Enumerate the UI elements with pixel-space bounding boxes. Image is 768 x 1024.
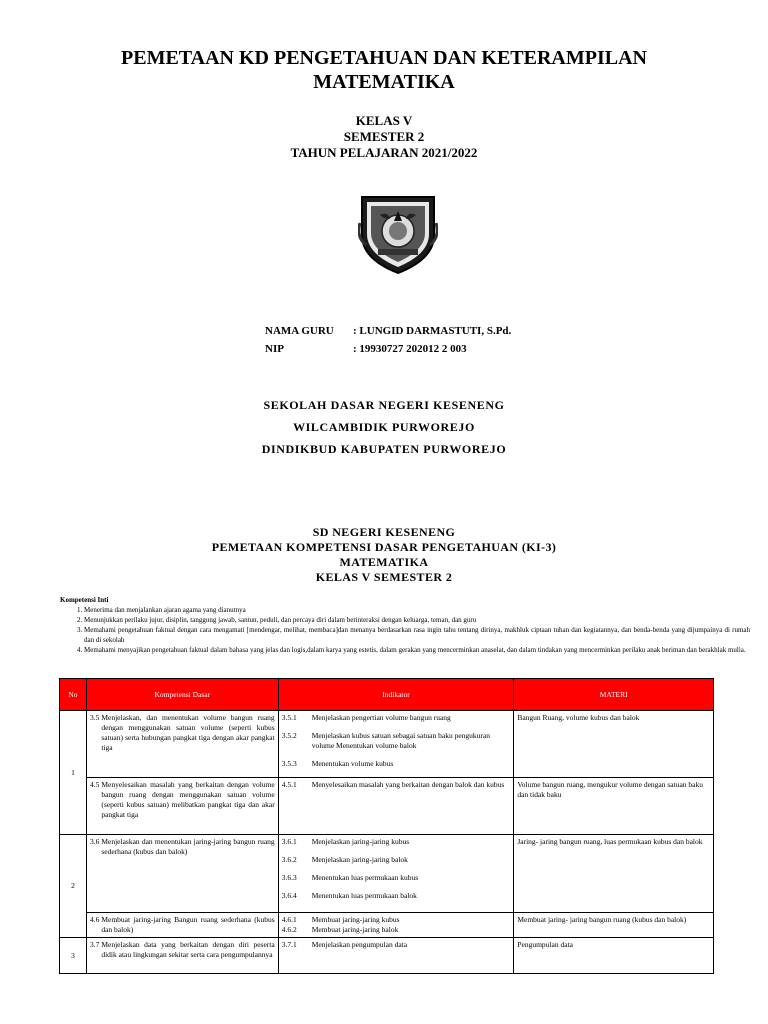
materi-cell: Bangun Ruang, volume kubus dan balok (514, 711, 714, 778)
kd-cell (86, 778, 278, 835)
school-agency: DINDIKBUD KABUPATEN PURWOREJO (261, 442, 507, 456)
kd-number: 4.6 (89, 915, 100, 924)
teacher-info (265, 322, 511, 358)
materi-cell: Pengumpulan data (514, 938, 714, 974)
kd-text: Menjelaskan, dan menentukan volume bangun ruang dengan menggunakan satuan volume (seperti kubus satuan) serta hubungan pangkat tiga dengan akar pangkat tiga (101, 713, 275, 752)
ki-heading: Kompetensi Inti (60, 596, 109, 604)
school-info (0, 394, 768, 460)
kd-cell (86, 711, 278, 778)
semester-label: SEMESTER 2 (343, 129, 425, 144)
kd-text: Menjelaskan dan menentukan jaring-jaring bangun ruang sederhana (kubus dan balok) (101, 837, 275, 856)
kd-number: 3.5 (89, 713, 100, 722)
table-row (60, 913, 714, 938)
indikator-number: 4.6.2 (281, 925, 297, 934)
col-header-kd: Kompetensi Dasar (86, 679, 278, 711)
ki-item: 1. Menerima dan menjalankan ajaran agama yang dianutnya (84, 605, 750, 615)
indikator-cell (278, 938, 514, 974)
table-row (60, 711, 714, 778)
indikator-number: 3.5.3 (281, 759, 297, 768)
indikator-number: 4.6.1 (281, 915, 297, 924)
indikator-number: 3.6.2 (281, 855, 297, 864)
indikator-number: 4.5.1 (281, 780, 297, 789)
indikator-number: 3.7.1 (281, 940, 297, 949)
indikator-text: Menjelaskan jaring-jaring balok (311, 855, 408, 864)
materi-cell: Volume bangun ruang, mengukur volume dengan satuan baku dan tidak baku (514, 778, 714, 835)
tahun-label: TAHUN PELAJARAN 2021/2022 (290, 145, 478, 160)
materi-cell: Jaring- jaring bangun ruang, luas permukaan kubus dan balok (514, 835, 714, 913)
section-title (0, 525, 768, 585)
indikator-text: Menjelaskan pengumpulan data (311, 940, 408, 949)
table-row (60, 938, 714, 974)
col-header-indikator: Indikator (278, 679, 514, 711)
teacher-name-row (265, 322, 511, 340)
indikator-text: Membuat jaring-jaring balok (311, 925, 399, 934)
materi-cell: Membuat jaring- jaring bangun ruang (kubus dan balok) (514, 913, 714, 938)
kd-cell (86, 938, 278, 974)
row-number: 2 (60, 835, 87, 938)
kd-cell (86, 913, 278, 938)
regency-emblem-logo (358, 193, 438, 275)
teacher-nip-row (265, 340, 511, 358)
indikator-text: Menjelaskan pengertian volume bangun ruang (311, 713, 451, 722)
indikator-number: 3.6.1 (281, 837, 297, 846)
indikator-cell (278, 835, 514, 913)
indikator-text: Menentukan luas permukaan kubus (311, 873, 419, 882)
title-line-2: MATEMATIKA (313, 71, 455, 93)
kd-mapping-table (59, 678, 714, 974)
ki-item: 2. Menunjukkan perilaku jujur, disiplin, tanggung jawab, santun, peduli, dan percaya diri dalam berinteraksi dengan keluarga, teman, dan guru (84, 615, 750, 625)
row-number: 1 (60, 711, 87, 835)
school-name: SEKOLAH DASAR NEGERI KESENENG (263, 398, 505, 412)
indikator-text: Menentukan luas permukaan balok (311, 891, 417, 900)
teacher-nip-value: : 19930727 202012 2 003 (353, 343, 467, 355)
col-header-no: No (60, 679, 87, 711)
kd-number: 4.5 (89, 780, 100, 789)
kd-text: Membuat jaring-jaring Bangun ruang sederhana (kubus dan balok) (101, 915, 275, 934)
section-line-3: MATEMATIKA (339, 555, 429, 569)
table-header-row (60, 679, 714, 711)
teacher-nip-label: NIP (265, 343, 284, 355)
indikator-number: 3.6.3 (281, 873, 297, 882)
section-line-1: SD NEGERI KESENENG (312, 525, 456, 539)
kd-text: Menjelaskan data yang berkaitan dengan diri peserta didik atau lingkungan sekitar serta cara pengumpulannya (101, 940, 275, 959)
kd-text: Menyelesaikan masalah yang berkaitan dengan volume bangun ruang dengan menggunakan satuan volume (seperti kubus satuan) melibatkan pangkat tiga dan akar pangkat tiga (101, 780, 275, 819)
indikator-cell (278, 913, 514, 938)
kd-number: 3.6 (89, 837, 100, 846)
ki-item: 4. Memahami menyajikan pengetahuan faktual dalam bahasa yang jelas dan logis,dalam karya yang estetis, dalam gerakan yang mencerminkan anaselat, dan dalam tindakan yang mencerminkan perilaku anak beriman dan berakhlak mulia. (84, 645, 750, 655)
table-row (60, 835, 714, 913)
document-title (0, 46, 768, 94)
school-district: WILCAMBIDIK PURWOREJO (293, 420, 475, 434)
kd-number: 3.7 (89, 940, 100, 949)
indikator-number: 3.6.4 (281, 891, 297, 900)
indikator-number: 3.5.1 (281, 713, 297, 722)
title-line-1: PEMETAAN KD PENGETAHUAN DAN KETERAMPILAN (121, 47, 647, 69)
teacher-name-value: : LUNGID DARMASTUTI, S.Pd. (353, 325, 512, 337)
kd-cell (86, 835, 278, 913)
ki-item: 3. Memahami pengetahuan faktual dengan cara mengamati [mendengar, melihat, membaca]dan menanya berdasarkan rasa ingin tahu tentang dirinya, makhluk ciptaan tuhan dan kegiatannya, dan benda-benda yang dijumpainya di rumah dan di sekolah (84, 625, 750, 645)
section-line-4: KELAS V SEMESTER 2 (315, 570, 453, 584)
indikator-cell (278, 711, 514, 778)
indikator-text: Menyelesaikan masalah yang berkaitan dengan balok dan kubus (311, 780, 505, 789)
kelas-label: KELAS V (355, 113, 413, 128)
indikator-text: Menjelaskan jaring-jaring kubus (311, 837, 410, 846)
table-row (60, 778, 714, 835)
ki-list (60, 605, 750, 655)
indikator-text: Menentukan volume kubus (311, 759, 394, 768)
teacher-name-label: NAMA GURU (265, 325, 334, 337)
document-subtitle (0, 113, 768, 161)
indikator-text: Membuat jaring-jaring kubus (311, 915, 400, 924)
section-line-2: PEMETAAN KOMPETENSI DASAR PENGETAHUAN (KI-3) (211, 540, 557, 554)
indikator-cell (278, 778, 514, 835)
col-header-materi: MATERI (514, 679, 714, 711)
indikator-text: Menjelaskan kubus satuan sebagai satuan baku pengukuran volume Menentukan volume balok (311, 731, 490, 750)
row-number: 3 (60, 938, 87, 974)
kompetensi-inti (60, 595, 750, 655)
indikator-number: 3.5.2 (281, 731, 297, 740)
